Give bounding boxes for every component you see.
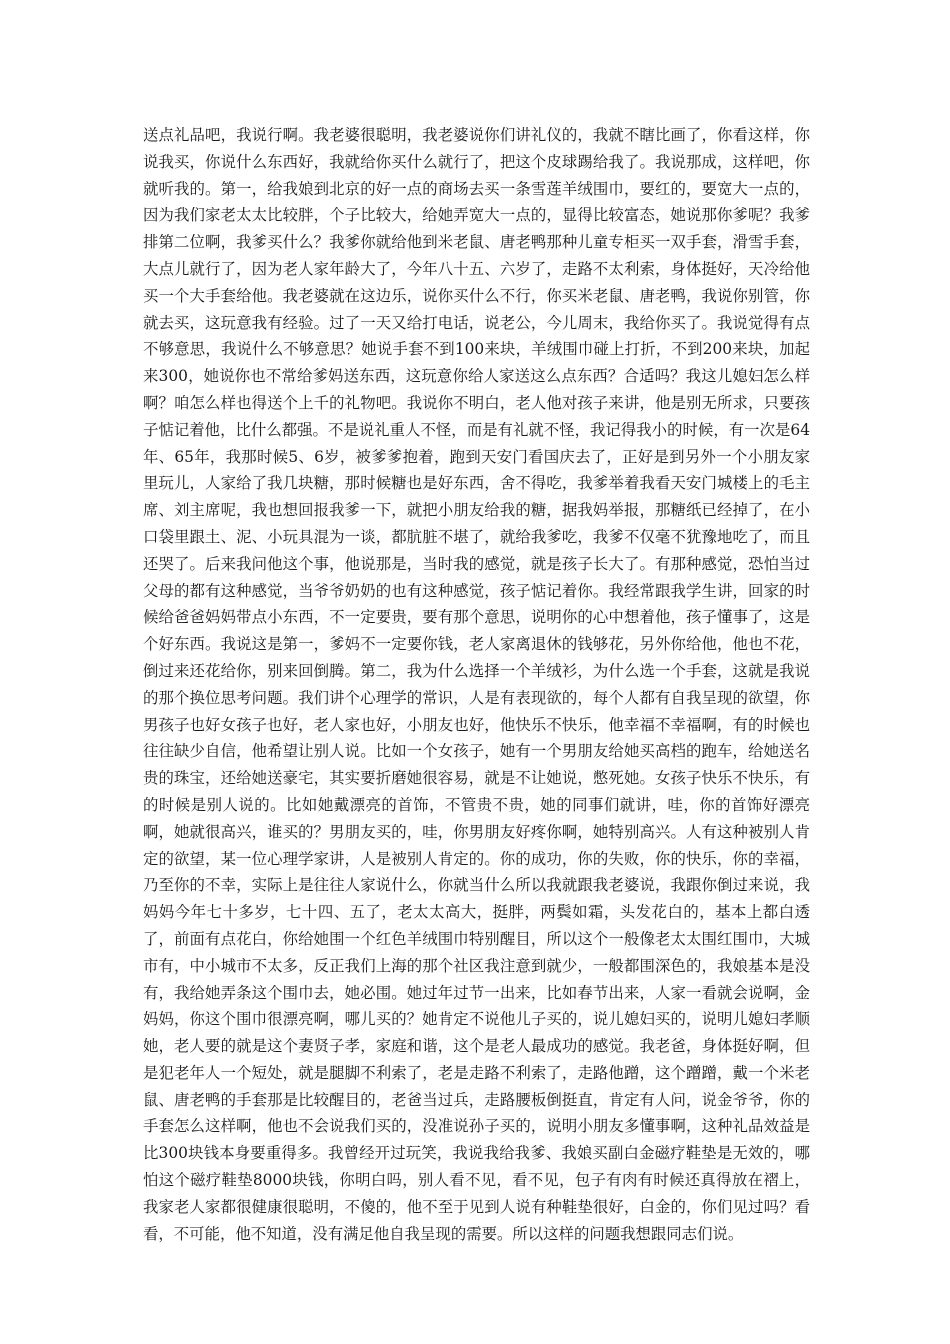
body-paragraph: 送点礼品吧，我说行啊。我老婆很聪明，我老婆说你们讲礼仪的，我就不瞎比画了，你看这样，你说我买，你说什么东西好，我就给你买什么就行了，把这个皮球踢给我了。我说那成，这样吧，你就听我的。第一，给我娘到北京的好一点的商场去买一条雪莲羊绒围巾，要红的，要宽大一点的，因为我们家老太太比较胖，个子比较大，给她弄宽大一点的，显得比较富态，她说那你爹呢？我爹排第二位啊，我爹买什么？我爹你就给他到米老鼠、唐老鸭那种儿童专柜买一双手套，滑雪手套，大点儿就行了，因为老人家年龄大了，今年八十五、六岁了，走路不太利索，身体挺好，天冷给他买一个大手套给他。我老婆就在这边乐，说你买什么不行，你买米老鼠、唐老鸭，我说你别管，你就去买，这玩意我有经验。过了一天又给打电话，说老公，今儿周末，我给你买了。我说觉得有点不够意思，我说什么不够意思？她说手套不到100来块，羊绒围巾碰上打折，不到200来块，加起来300，她说你也不常给爹妈送东西，这玩意你给人家送这么点东西？合适吗？我这儿媳妇怎么样啊？咱怎么样也得送个上千的礼物吧。我说你不明白，老人他对孩子来讲，他是别无所求，只要孩子惦记着他，比什么都强。不是说礼重人不怪，而是有礼就不怪，我记得我小的时候，有一次是64年、65年，我那时候5、6岁，被爹爹抱着，跑到天安门看国庆去了，正好是到另外一个小朋友家里玩儿，人家给了我几块糖，那时候糖也是好东西，舍不得吃，我爹举着我看天安门城楼上的毛主席、刘主席呢，我也想回报我爹一下，就把小朋友给我的糖，据我妈举报，那糖纸已经掉了，在小口袋里跟土、泥、小玩具混为一谈，都肮脏不堪了，就给我爹吃，我爹不仅毫不犹豫地吃了，而且还哭了。后来我问他这个事，他说那是，当时我的感觉，就是孩子长大了。有那种感觉，恐怕当过父母的都有这种感觉，当爷爷奶奶的也有这种感觉，孩子惦记着你。我经常跟我学生讲，回家的时候给爸爸妈妈带点小东西，不一定要贵，要有那个意思，说明你的心中想着他，孩子懂事了，这是个好东西。我说这是第一，爹妈不一定要你钱，老人家离退休的钱够花，另外你给他，他也不花，倒过来还花给你，别来回倒腾。第二，我为什么选择一个羊绒衫，为什么选一个手套，这就是我说的那个换位思考问题。我们讲个心理学的常识，人是有表现欲的，每个人都有自我呈现的欲望，你男孩子也好女孩子也好，老人家也好，小朋友也好，他快乐不快乐，他幸福不幸福啊，有的时候也往往缺少自信，他希望让别人说。比如一个女孩子，她有一个男朋友给她买高档的跑车，给她送名贵的珠宝，还给她送豪宅，其实要折磨她很容易，就是不让她说，憋死她。女孩子快乐不快乐，有的时候是别人说的。比如她戴漂亮的首饰，不管贵不贵，她的同事们就讲，哇，你的首饰好漂亮啊，她就很高兴，谁买的？男朋友买的，哇，你男朋友好疼你啊，她特别高兴。人有这种被别人肯定的欲望，某一位心理学家讲，人是被别人肯定的。你的成功，你的失败，你的快乐，你的幸福，乃至你的不幸，实际上是往往人家说什么，你就当什么所以我就跟我老婆说，我跟你倒过来说，我妈妈今年七十多岁，七十四、五了，老太太高大，挺胖，两鬓如霜，头发花白的，基本上都白透了，前面有点花白，你给她围一个红色羊绒围巾特别醒目，所以这个一般像老太太围红围巾，大城市有，中小城市不太多，反正我们上海的那个社区我注意到就少，一般都围深色的，我娘基本是没有，我给她弄条这个围巾去，她必围。她过年过节一出来，比如春节出来，人家一看就会说啊，金妈妈，你这个围巾很漂亮啊，哪儿买的？她肯定不说他儿子买的，说儿媳妇买的，说明儿媳妇孝顺她，老人要的就是这个妻贤子孝，家庭和谐，这个是老人最成功的感觉。我老爸，身体挺好啊，但是犯老年人一个短处，就是腿脚不利索了，老是走路不利索了，走路他蹭，这个蹭蹭，戴一个米老鼠、唐老鸭的手套那是比较醒目的，老爸当过兵，走路腰板倒挺直，肯定有人问，说金爷爷，你的手套怎么这样啊，他也不会说我们买的，没准说孙子买的，说明小朋友多懂事啊，这种礼品效益是比300块钱本身要重得多。我曾经开过玩笑，我说我给我爹、我娘买副白金磁疗鞋垫是无效的，哪怕这个磁疗鞋垫8000块钱，你明白吗，别人看不见，看不见，包子有肉有时候还真得放在褶上，我家老人家都很健康很聪明，不傻的，他不至于见到人说有种鞋垫很好，白金的，你们见过吗？看看，不可能，他不知道，没有满足他自我呈现的需要。所以这样的问题我想跟同志们说。 bbox=[143, 126, 810, 1243]
document-body bbox=[143, 122, 810, 1247]
